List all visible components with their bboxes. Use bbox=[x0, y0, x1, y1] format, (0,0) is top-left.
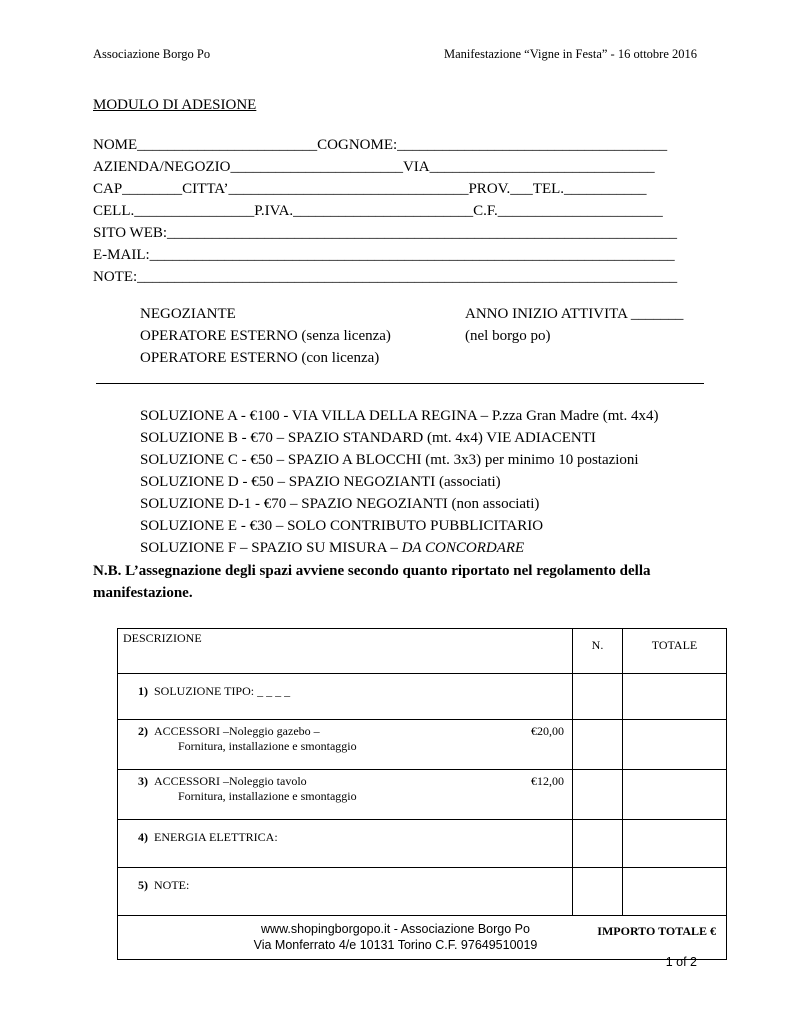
note-line-1: N.B. L’assegnazione degli spazi avviene secondo quanto riportato nel regolamento della bbox=[93, 563, 651, 579]
row-total-cell[interactable] bbox=[623, 820, 727, 868]
row-n-cell[interactable] bbox=[573, 720, 623, 770]
table-header-row bbox=[118, 629, 727, 674]
row-n-cell[interactable] bbox=[573, 770, 623, 820]
row-n-cell[interactable] bbox=[573, 820, 623, 868]
row-total-cell[interactable] bbox=[623, 674, 727, 720]
field-nome-cognome: NOME________________________COGNOME:____________________________________ bbox=[93, 137, 668, 153]
row-number: 2) bbox=[138, 724, 148, 738]
header-event: Manifestazione “Vigne in Festa” - 16 ottobre 2016 bbox=[444, 47, 697, 61]
row-description bbox=[118, 720, 573, 770]
note-line-2: manifestazione. bbox=[93, 585, 193, 601]
table-row bbox=[118, 820, 727, 868]
field-azienda-via: AZIENDA/NEGOZIO_______________________VIA______________________________ bbox=[93, 159, 655, 175]
row-description bbox=[118, 770, 573, 820]
footer-address: Via Monferrato 4/e 10131 Torino C.F. 97649510019 bbox=[253, 938, 538, 952]
section-divider bbox=[96, 383, 704, 384]
row-description bbox=[118, 868, 573, 916]
footer-website: www.shopingborgopo.it - Associazione Borgo Po bbox=[261, 922, 530, 936]
row-price: €12,00 bbox=[531, 774, 564, 788]
solution-f-italic: DA CONCORDARE bbox=[401, 540, 525, 556]
header-n: N. bbox=[573, 629, 623, 674]
field-note: NOTE:________________________________________________________________________ bbox=[93, 269, 678, 285]
row-description bbox=[118, 674, 573, 720]
option-operatore-senza-licenza: OPERATORE ESTERNO (senza licenza) bbox=[140, 328, 391, 344]
solution-e: SOLUZIONE E - €30 – SOLO CONTRIBUTO PUBBLICITARIO bbox=[140, 518, 544, 534]
field-email: E-MAIL:______________________________________________________________________ bbox=[93, 247, 675, 263]
row-number: 4) bbox=[138, 830, 148, 844]
option-operatore-con-licenza: OPERATORE ESTERNO (con licenza) bbox=[140, 350, 380, 366]
row-number: 3) bbox=[138, 774, 148, 788]
row-text: ACCESSORI –Noleggio tavolo bbox=[154, 774, 307, 788]
solution-f bbox=[140, 540, 524, 557]
option-negoziante: NEGOZIANTE bbox=[140, 306, 236, 322]
row-text: ACCESSORI –Noleggio gazebo – bbox=[154, 724, 320, 738]
anno-inizio-attivita: ANNO INIZIO ATTIVITA _______ bbox=[465, 306, 684, 322]
row-total-cell[interactable] bbox=[623, 720, 727, 770]
row-text: SOLUZIONE TIPO: _ _ _ _ bbox=[154, 684, 291, 698]
solution-d: SOLUZIONE D - €50 – SPAZIO NEGOZIANTI (associati) bbox=[140, 474, 501, 490]
row-text: ENERGIA ELETTRICA: bbox=[154, 830, 278, 844]
row-n-cell[interactable] bbox=[573, 674, 623, 720]
nel-borgo-po: (nel borgo po) bbox=[465, 328, 551, 344]
row-number: 1) bbox=[138, 684, 148, 698]
form-title: MODULO DI ADESIONE bbox=[93, 97, 257, 113]
page-number: 1 of 2 bbox=[665, 955, 697, 969]
solution-b: SOLUZIONE B - €70 – SPAZIO STANDARD (mt. 4x4) VIE ADIACENTI bbox=[140, 430, 596, 446]
table-row bbox=[118, 674, 727, 720]
row-subtext: Fornitura, installazione e smontaggio bbox=[178, 739, 357, 753]
row-n-cell[interactable] bbox=[573, 868, 623, 916]
table-row bbox=[118, 770, 727, 820]
row-subtext: Fornitura, installazione e smontaggio bbox=[178, 789, 357, 803]
solution-f-prefix: SOLUZIONE F – SPAZIO SU MISURA – bbox=[140, 540, 402, 556]
row-number: 5) bbox=[138, 878, 148, 892]
importo-totale: IMPORTO TOTALE € bbox=[118, 916, 727, 960]
field-cell-piva-cf: CELL.________________P.IVA.________________________C.F.______________________ bbox=[93, 203, 663, 219]
header-description: DESCRIZIONE bbox=[118, 629, 573, 674]
table-row bbox=[118, 868, 727, 916]
row-description bbox=[118, 820, 573, 868]
header-association: Associazione Borgo Po bbox=[93, 47, 211, 61]
header-total: TOTALE bbox=[623, 629, 727, 674]
row-total-cell[interactable] bbox=[623, 868, 727, 916]
solution-d1: SOLUZIONE D-1 - €70 – SPAZIO NEGOZIANTI (non associati) bbox=[140, 496, 540, 512]
field-sito-web: SITO WEB:____________________________________________________________________ bbox=[93, 225, 678, 241]
row-total-cell[interactable] bbox=[623, 770, 727, 820]
solution-c: SOLUZIONE C - €50 – SPAZIO A BLOCCHI (mt. 3x3) per minimo 10 postazioni bbox=[140, 452, 639, 468]
fee-table bbox=[117, 628, 727, 960]
table-row bbox=[118, 720, 727, 770]
field-cap-citta-prov-tel: CAP________CITTA’________________________________PROV.___TEL.___________ bbox=[93, 181, 647, 197]
row-price: €20,00 bbox=[531, 724, 564, 738]
row-text: NOTE: bbox=[154, 878, 190, 892]
solution-a: SOLUZIONE A - €100 - VIA VILLA DELLA REGINA – P.zza Gran Madre (mt. 4x4) bbox=[140, 408, 659, 424]
